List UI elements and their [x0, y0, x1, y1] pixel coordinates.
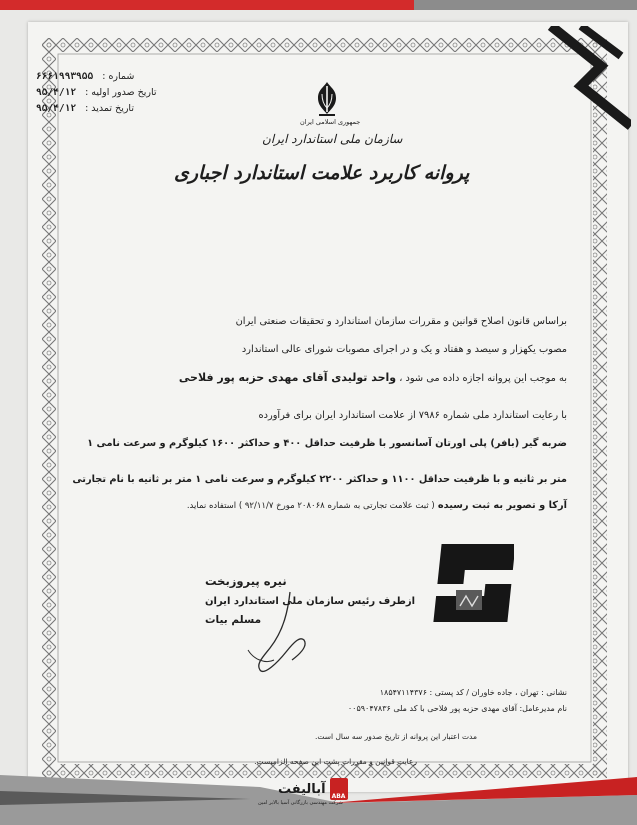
- license-number: [36, 70, 134, 84]
- certificate-title: پروانه کاربرد علامت استاندارد اجباری: [174, 162, 470, 184]
- production-unit: واحد تولیدی آقای مهدی حزبه پور فلاحی: [178, 371, 397, 384]
- license-number-value: ۶۶۶۱۹۹۳۹۵۵: [36, 71, 94, 82]
- rules-note: رعایت قوانین و مقررات پشت این صفحه الزامیست.: [254, 757, 417, 766]
- corner-ribbon-decoration: [541, 26, 631, 146]
- body-line-3: [179, 370, 567, 387]
- iran-emblem-icon: [312, 80, 342, 118]
- organization-name: سازمان ملی استاندارد ایران: [262, 132, 403, 146]
- body-line-5: ضربه گیر (بافر) پلی اورتان آسانسور با ظرفیت حداقل ۴۰۰ و حداکثر ۱۶۰۰ کیلوگرم و سرعت نامی ۱: [87, 438, 567, 449]
- brand-name: آبالیفت: [278, 781, 326, 797]
- renewal-value: ۹۵/۴/۱۲: [36, 103, 77, 114]
- brand-tagline: شرکت مهندسی بازرگانی آسیا بالابر امین: [258, 800, 343, 806]
- republic-label: جمهوری اسلامی ایران: [300, 118, 361, 126]
- body-line-7: [187, 498, 567, 514]
- body-line-1: براساس قانون اصلاح قوانین و مقررات سازمان استاندارد و تحقیقات صنعتی ایران: [235, 316, 567, 327]
- renewal-label: تاریخ تمدید :: [85, 103, 134, 114]
- trademark-name: آرکا و تصویر به ثبت رسیده: [437, 500, 567, 511]
- standard-mark-logo: [432, 540, 514, 626]
- license-number-label: شماره :: [102, 71, 135, 82]
- first-issue-value: ۹۵/۴/۱۲: [36, 87, 77, 98]
- signatory-role: ازطرف رئیس سازمان ملی استاندارد ایران: [205, 596, 416, 607]
- brand-badge: ABA: [330, 778, 348, 800]
- validity-note: مدت اعتبار این پروانه از تاریخ صدور سه سال است.: [314, 732, 477, 741]
- manager-info: نام مدیرعامل: آقای مهدی حزبه پور فلاحی با کد ملی ۰۰۵۹۰۴۷۸۳۶: [347, 704, 567, 713]
- renewal-date: [36, 102, 134, 116]
- body-line-2: مصوب یکهزار و سیصد و هفتاد و یک و در اجرای مصوبات شورای عالی استاندارد: [241, 344, 567, 355]
- signatory-name: نیره پیروزبخت: [205, 574, 287, 588]
- address: نشانی : تهران ، جاده خاوران / کد پستی : ۱۸۵۴۷۱۱۴۳۷۶: [379, 688, 567, 697]
- body-line-6: متر بر ثانیه و با ظرفیت حداقل ۱۱۰۰ و حداکثر ۲۲۰۰ کیلوگرم و سرعت نامی ۱ متر بر ثانیه با نام تجارتی: [72, 474, 567, 485]
- brand-logo: [278, 778, 348, 800]
- first-issue-label: تاریخ صدور اولیه :: [85, 87, 157, 98]
- body-line-4: با رعایت استاندارد ملی شماره ۷۹۸۶ از علامت استاندارد ایران برای فرآورده: [258, 410, 567, 421]
- first-issue-date: [36, 86, 157, 100]
- top-accent-bar: [0, 0, 637, 10]
- trademark-registration: ( ثبت علامت تجارتی به شماره ۲۰۸۰۶۸ مورخ ۹۲/۱۱/۷ ) استفاده نماید.: [186, 501, 435, 511]
- grant-prefix: به موجب این پروانه اجازه داده می شود ،: [399, 373, 567, 384]
- signature-stamp-text: مسلم بیات: [205, 614, 262, 626]
